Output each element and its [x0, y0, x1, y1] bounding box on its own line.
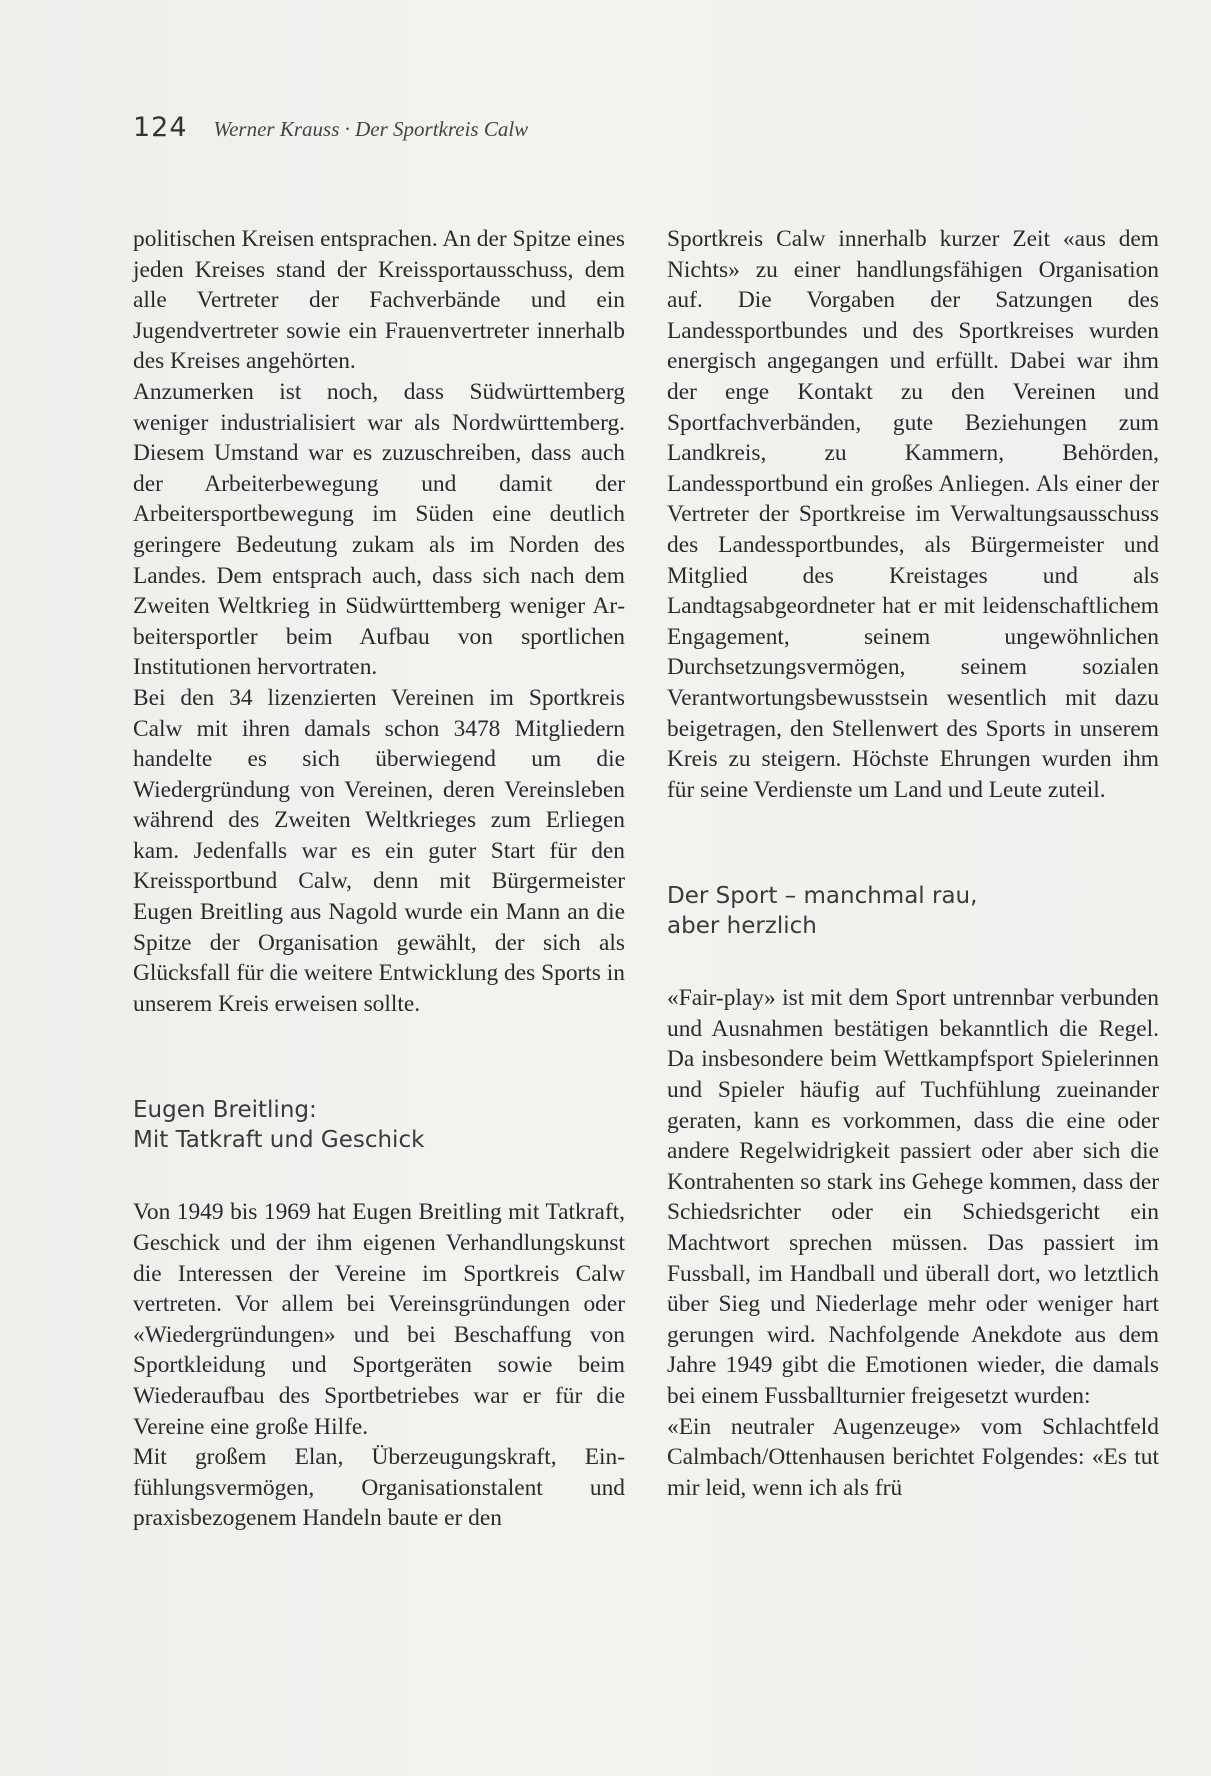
body-paragraph: «Ein neutraler Augenzeuge» vom Schlachtfeld Calmbach/Ottenhausen berichtet Folgendes: «Es tut mir leid, wenn ich als frü [667, 1413, 1159, 1501]
body-paragraph: «Fair-play» ist mit dem Sport untrennbar verbunden und Ausnahmen bestätigen bekanntlich die Regel. Da insbesondere beim Wettkampfsport Spielerinnen und Spieler häufig auf Tuchfühlung zueinander geraten, kann es vorkommen, dass die eine oder andere Regelwidrigkeit passiert oder aber sich die Kontrahenten so stark ins Gehege kommen, dass der Schiedsrichter oder ein Schiedsgericht ein Machtwort sprechen müssen. Das passiert im Fussball, im Handball und überall dort, wo letztlich über Sieg und Niederlage mehr oder weniger hart gerungen wird. Nachfolgende Anekdote aus dem Jahre 1949 gibt die Emotionen wieder, die damals bei einem Fussballturnier freigesetzt wurden: [667, 985, 1159, 1409]
heading-line: aber herzlich [667, 913, 817, 940]
heading-line: Eugen Breitling: [133, 1097, 317, 1124]
page-number: 124 [133, 112, 188, 143]
section-heading-breitling [133, 1095, 625, 1155]
body-paragraph: politischen Kreisen entsprachen. An der Spitze eines jeden Kreises stand der Kreissportausschuss, dem alle Vertreter der Fachverbände und ein Jugendvertreter sowie ein Frauenvertreter innerhalb des Kreises angehörten. [133, 226, 625, 375]
heading-line: Mit Tatkraft und Geschick [133, 1127, 425, 1154]
heading-line: Der Sport – manchmal rau, [667, 883, 978, 910]
right-column [667, 224, 1159, 1503]
body-paragraph: Anzumerken ist noch, dass Südwürttemberg weniger industrialisiert war als Nordwürttemberg. Diesem Umstand war es zuzuschreiben, dass auch der Arbeiterbewegung und damit der Arbeitersportbewegung im Süden eine deutlich geringere Bedeutung zukam als im Norden des Landes. Dem entsprach auch, dass sich nach dem Zweiten Weltkrieg in Südwürttemberg weniger Arbeitersportler beim Aufbau von sportlichen Institutionen hervortraten. [133, 378, 625, 681]
section-heading-sport [667, 881, 1159, 941]
running-title: Werner Krauss · Der Sportkreis Calw [213, 117, 529, 141]
page-header [133, 112, 528, 143]
body-paragraph: Mit großem Elan, Überzeugungskraft, Einfühlungsvermögen, Organisationstalent und praxisbezogenem Handeln baute er den [133, 1444, 625, 1532]
body-paragraph: Von 1949 bis 1969 hat Eugen Breitling mit Tatkraft, Geschick und der ihm eigenen Verhandlungskunst die Interessen der Vereine im Sportkreis Calw vertreten. Vor allem bei Vereinsgründungen oder «Wiedergründungen» und bei Beschaffung von Sportkleidung und Sportgeräten sowie beim Wiederaufbau des Sportbetriebes war er für die Vereine eine große Hilfe. [133, 1199, 625, 1440]
left-column [133, 224, 625, 1534]
body-paragraph: Bei den 34 lizenzierten Vereinen im Sportkreis Calw mit ihren damals schon 3478 Mitgliedern handelte es sich überwiegend um die Wiedergründung von Vereinen, deren Vereinsleben während des Zweiten Weltkrieges zum Erliegen kam. Jedenfalls war es ein guter Start für den Kreissportbund Calw, denn mit Bürgermeister Eugen Breitling aus Nagold wurde ein Mann an die Spitze der Organisation gewählt, der sich als Glücksfall für die weitere Entwicklung des Sports in unserem Kreis erweisen sollte. [133, 684, 625, 1017]
body-paragraph: Sportkreis Calw innerhalb kurzer Zeit «aus dem Nichts» zu einer handlungsfähigen Organisation auf. Die Vorgaben der Satzungen des Landessportbundes und des Sportkreises wurden energisch angegangen und erfüllt. Dabei war ihm der enge Kontakt zu den Vereinen und Sportfachverbänden, gute Beziehungen zum Landkreis, zu Kammern, Behörden, Landessportbund ein großes Anliegen. Als einer der Vertreter der Sportkreise im Verwaltungsausschuss des Landessportbundes, als Bürgermeister und Mitglied des Kreistages und als Landtagsabgeordneter hat er mit leidenschaftlichem Engagement, seinem ungewöhnlichen Durchsetzungsvermögen, seinem sozialen Verantwortungsbewusstsein wesentlich mit dazu beigetragen, den Stellenwert des Sports in unserem Kreis zu steigern. Höchste Ehrungen wurden ihm für seine Verdienste um Land und Leute zuteil. [667, 226, 1159, 803]
